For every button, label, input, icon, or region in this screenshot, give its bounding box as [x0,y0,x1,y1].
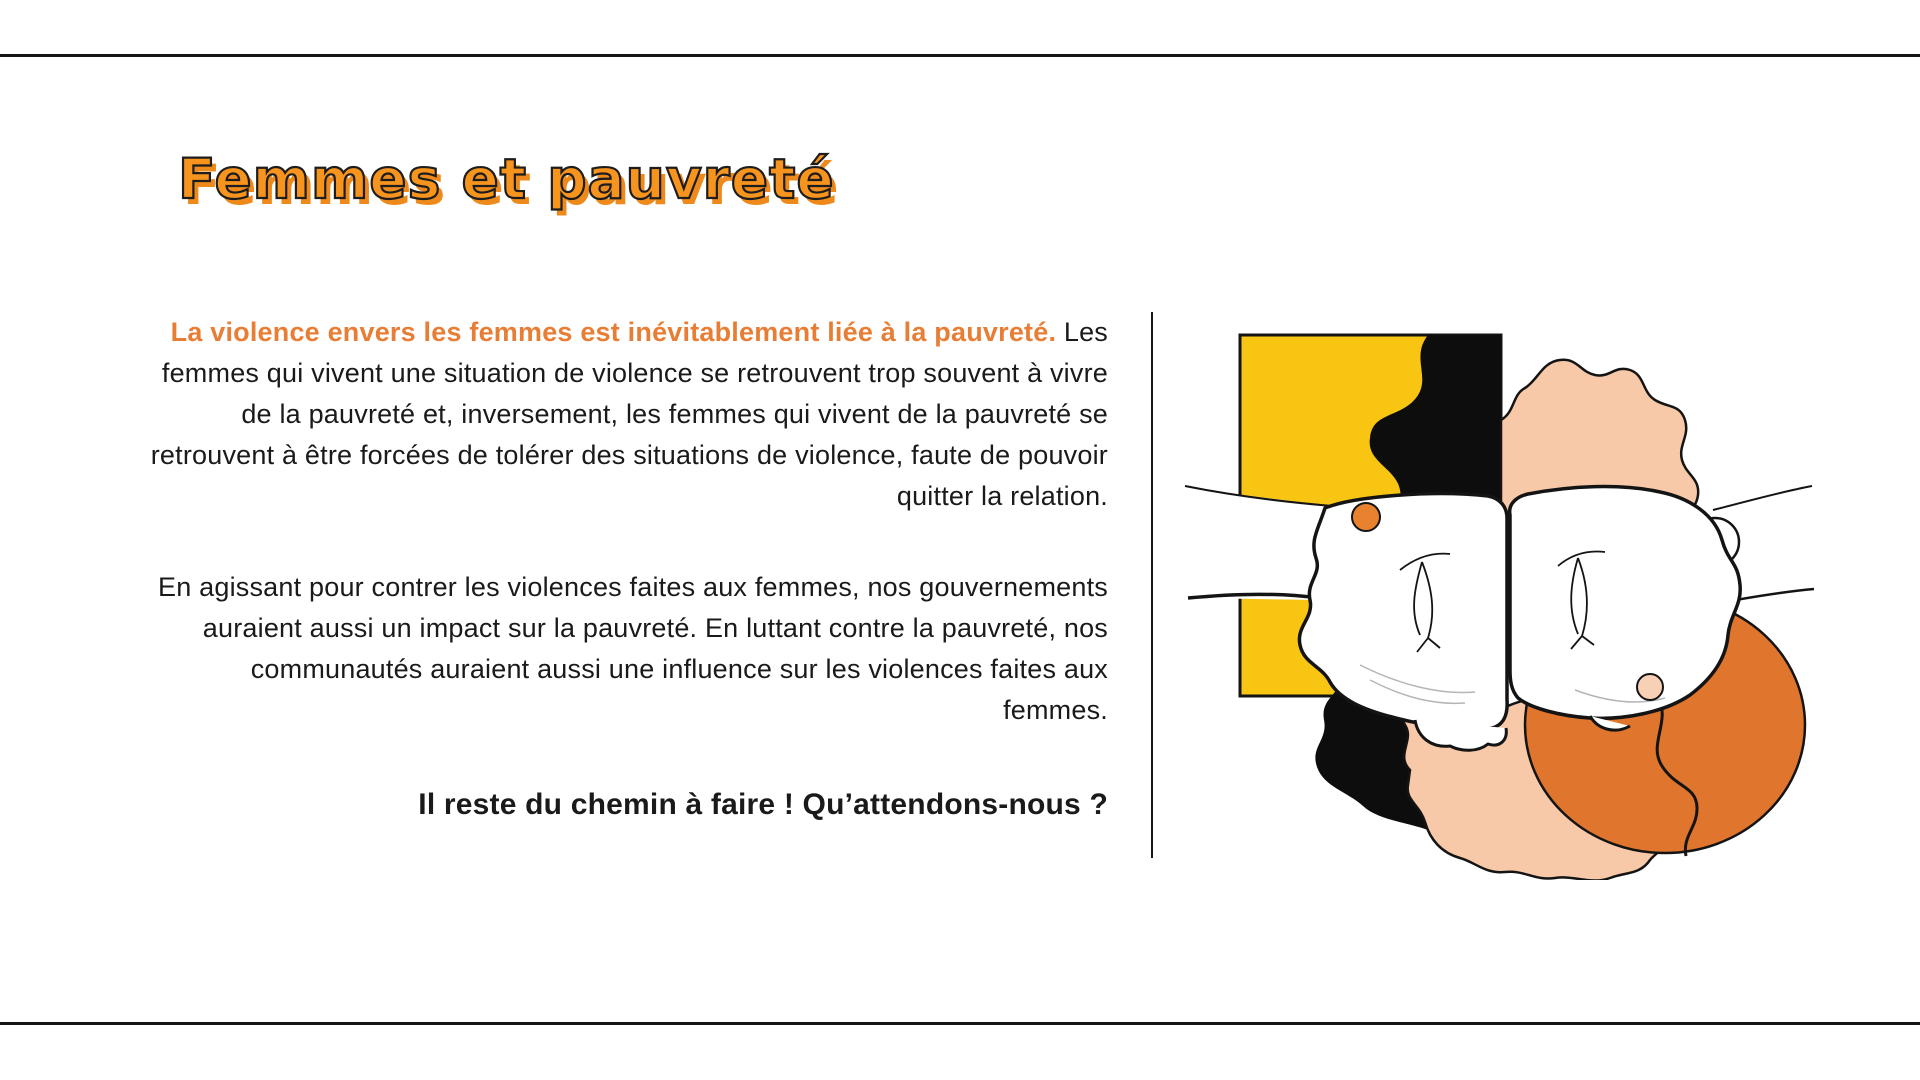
paragraph-1-lead: La violence envers les femmes est inévitablement liée à la pauvreté. [170,317,1057,347]
top-rule [0,54,1920,57]
page-title: Femmes et pauvreté [178,147,835,211]
body-text-column [140,312,1108,825]
paragraph-1 [140,312,1108,517]
fist-bump-illustration [1170,300,1830,880]
orange-dot [1352,503,1380,531]
bottom-rule [0,1022,1920,1025]
cta-line: Il reste du chemin à faire ! Qu’attendons-nous ? [418,788,1108,821]
right-fist [1510,486,1741,718]
peach-dot [1637,674,1663,700]
vertical-divider [1151,312,1153,858]
paragraph-1-rest: Les femmes qui vivent une situation de violence se retrouvent trop souvent à vivre de la pauvreté et, inversement, les femmes qui vivent de la pauvreté se retrouvent à être forcées de tolérer des situations de violence, faute de pouvoir quitter la relation. [150,317,1108,511]
paragraph-2: En agissant pour contrer les violences faites aux femmes, nos gouvernements auraient aussi un impact sur la pauvreté. En luttant contre la pauvreté, nos communautés auraient aussi une influence sur les violences faites aux femmes. [158,572,1108,725]
